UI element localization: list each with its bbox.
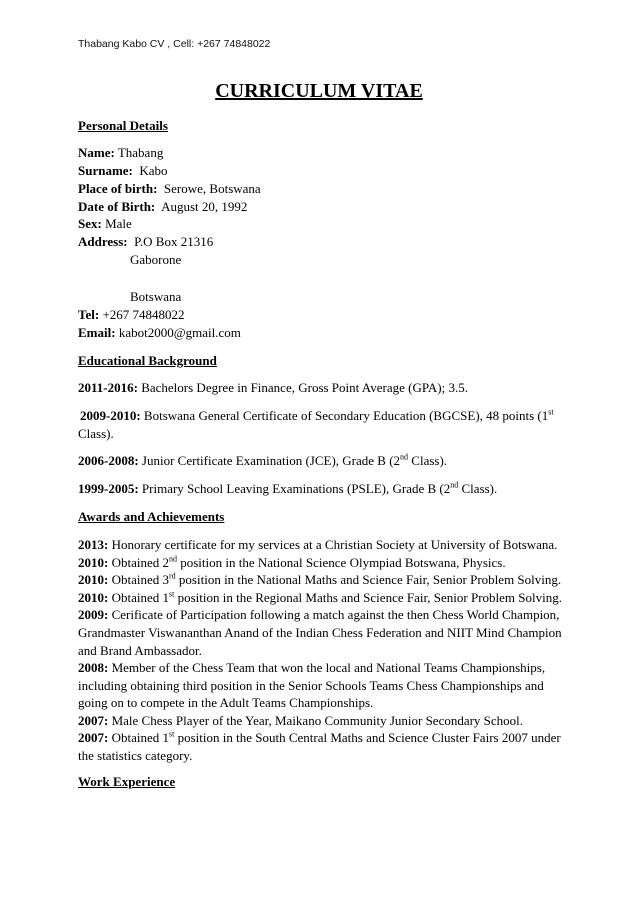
education-years: 2011-2016: <box>78 380 138 395</box>
name-line <box>78 143 563 162</box>
pob-value: Serowe, Botswana <box>163 181 261 196</box>
award-text: Obtained 2 <box>108 555 169 570</box>
award-text-cont: going on to compete in the Adult Teams Championships. <box>78 695 374 710</box>
award-text: Cerificate of Participation following a match against the then Chess World Champion, <box>108 607 560 622</box>
education-heading: Educational Background <box>78 353 217 368</box>
award-year: 2008: <box>78 660 109 675</box>
surname-line <box>78 161 563 180</box>
tel-label: Tel: <box>78 307 100 322</box>
superscript: rd <box>169 571 176 581</box>
superscript: st <box>548 407 554 417</box>
superscript: st <box>169 589 175 599</box>
award-text: Male Chess Player of the Year, Maikano Community Junior Secondary School. <box>108 713 524 728</box>
award-entry <box>78 570 563 589</box>
award-text: position in the South Central Maths and Science Cluster Fairs 2007 under <box>174 730 561 745</box>
award-text-cont: the statistics category. <box>78 748 193 763</box>
education-tail: Class). <box>458 481 498 496</box>
sex-value: Male <box>105 216 132 231</box>
award-entry <box>78 605 563 624</box>
award-text-cont: including obtaining third position in the Senior Schools Teams Chess Championships and <box>78 678 544 693</box>
superscript: st <box>169 729 175 739</box>
address-line3: Botswana <box>130 289 182 304</box>
education-tail: Class). <box>408 453 448 468</box>
education-text: Botswana General Certificate of Secondary Education (BGCSE), 48 points (1 <box>143 408 549 423</box>
award-entry <box>78 535 563 554</box>
award-text: Obtained 1 <box>108 730 169 745</box>
document-title: CURRICULUM VITAE <box>215 80 423 102</box>
dob-value: August 20, 1992 <box>161 199 248 214</box>
address-line <box>78 232 563 251</box>
award-text: Member of the Chess Team that won the local and National Teams Championships, <box>108 660 546 675</box>
surname-value: Kabo <box>139 163 168 178</box>
education-text: Junior Certificate Examination (JCE), Grade B (2 <box>141 453 401 468</box>
awards-heading: Awards and Achievements <box>78 509 225 524</box>
award-year: 2013: <box>78 537 109 552</box>
education-text: Bachelors Degree in Finance, Gross Point Average (GPA); 3.5. <box>141 380 468 395</box>
award-year: 2010: <box>78 590 109 605</box>
education-entry <box>78 451 563 470</box>
education-years: 1999-2005: <box>78 481 139 496</box>
award-entry <box>78 658 563 677</box>
email-label: Email: <box>78 325 116 340</box>
education-text-cont: Class). <box>78 426 114 441</box>
education-entry <box>78 479 563 498</box>
name-value: Thabang <box>117 145 164 160</box>
personal-details-heading: Personal Details <box>78 118 168 133</box>
sex-label: Sex: <box>78 216 102 231</box>
dob-label: Date of Birth: <box>78 199 156 214</box>
pob-label: Place of birth: <box>78 181 158 196</box>
name-label: Name: <box>78 145 115 160</box>
education-years: 2006-2008: <box>78 453 139 468</box>
award-year: 2010: <box>78 555 109 570</box>
superscript: nd <box>400 452 409 462</box>
award-text-cont: and Brand Ambassador. <box>78 643 202 658</box>
sex-line <box>78 214 563 233</box>
award-text-cont: Grandmaster Viswananthan Anand of the Indian Chess Federation and NIIT Mind Champion <box>78 625 562 640</box>
surname-label: Surname: <box>78 163 133 178</box>
education-years: 2009-2010: <box>80 408 141 423</box>
place-of-birth-line <box>78 179 563 198</box>
award-text: Obtained 3 <box>108 572 169 587</box>
award-year: 2009: <box>78 607 109 622</box>
education-entry <box>80 406 565 425</box>
address-label: Address: <box>78 234 128 249</box>
address-line2: Gaborone <box>130 252 182 267</box>
award-year: 2010: <box>78 572 109 587</box>
award-text: position in the Regional Maths and Science Fair, Senior Problem Solving. <box>174 590 562 605</box>
award-year: 2007: <box>78 713 109 728</box>
award-text: position in the National Maths and Science Fair, Senior Problem Solving. <box>175 572 562 587</box>
award-entry <box>78 728 563 747</box>
page-header: Thabang Kabo CV , Cell: +267 74848022 <box>78 38 271 50</box>
email-line <box>78 323 563 342</box>
work-experience-heading: Work Experience <box>78 774 176 789</box>
education-text: Primary School Leaving Examinations (PSLE), Grade B (2 <box>141 481 451 496</box>
tel-value: +267 74848022 <box>102 307 185 322</box>
award-text: Honorary certificate for my services at a Christian Society at University of Botswana. <box>108 537 558 552</box>
email-value: kabot2000@gmail.com <box>118 325 241 340</box>
award-text: position in the National Science Olympiad Botswana, Physics. <box>177 555 506 570</box>
award-year: 2007: <box>78 730 109 745</box>
address-line1: P.O Box 21316 <box>134 234 214 249</box>
education-entry <box>78 378 563 397</box>
award-text: Obtained 1 <box>108 590 169 605</box>
superscript: nd <box>450 480 459 490</box>
superscript: nd <box>169 554 177 564</box>
tel-line <box>78 305 563 324</box>
